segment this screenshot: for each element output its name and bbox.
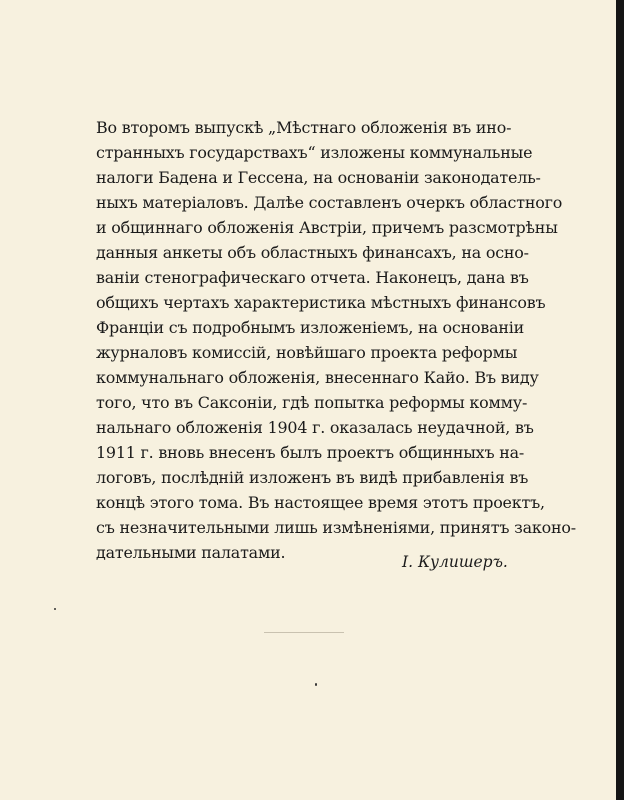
- text-line: налоги Бадена и Гессена, на основаніи законодатель-: [96, 168, 541, 187]
- text-line: общихъ чертахъ характеристика мѣстныхъ финансовъ: [96, 293, 546, 312]
- text-line: того, что въ Саксоніи, гдѣ попытка реформы комму-: [96, 393, 528, 412]
- author-signature: І. Кулишеръ.: [402, 553, 508, 571]
- text-line: данныя анкеты объ областныхъ финансахъ, на осно-: [96, 243, 529, 262]
- text-line: коммунальнаго обложенія, внесеннаго Кайо. Въ виду: [96, 368, 539, 387]
- text-line: Во второмъ выпускѣ „Мѣстнаго обложенія въ ино-: [96, 118, 512, 137]
- preface-paragraph: [96, 115, 576, 565]
- text-line: странныхъ государствахъ“ изложены коммунальные: [96, 143, 533, 162]
- text-line: съ незначительными лишь измѣненіями, принятъ законо-: [96, 518, 576, 537]
- paper-speck: [315, 683, 317, 686]
- page-edge: [616, 0, 624, 800]
- text-line: ныхъ матеріаловъ. Далѣе составленъ очеркъ областного: [96, 193, 563, 212]
- text-line: нальнаго обложенія 1904 г. оказалась неудачной, въ: [96, 418, 534, 437]
- text-line: журналовъ комиссій, новѣйшаго проекта реформы: [96, 343, 518, 362]
- text-line: дательными палатами.: [96, 543, 286, 562]
- text-line: Франціи съ подробнымъ изложеніемъ, на основаніи: [96, 318, 525, 337]
- text-line: концѣ этого тома. Въ настоящее время этотъ проектъ,: [96, 493, 545, 512]
- divider-rule: [264, 632, 344, 633]
- text-line: 1911 г. вновь внесенъ былъ проектъ общинныхъ на-: [96, 443, 525, 462]
- text-line: логовъ, послѣдній изложенъ въ видѣ прибавленія въ: [96, 468, 529, 487]
- paper-speck: [54, 608, 56, 610]
- text-line: ваніи стенографическаго отчета. Наконецъ, дана въ: [96, 268, 529, 287]
- text-line: и общиннаго обложенія Австріи, причемъ разсмотрѣны: [96, 218, 558, 237]
